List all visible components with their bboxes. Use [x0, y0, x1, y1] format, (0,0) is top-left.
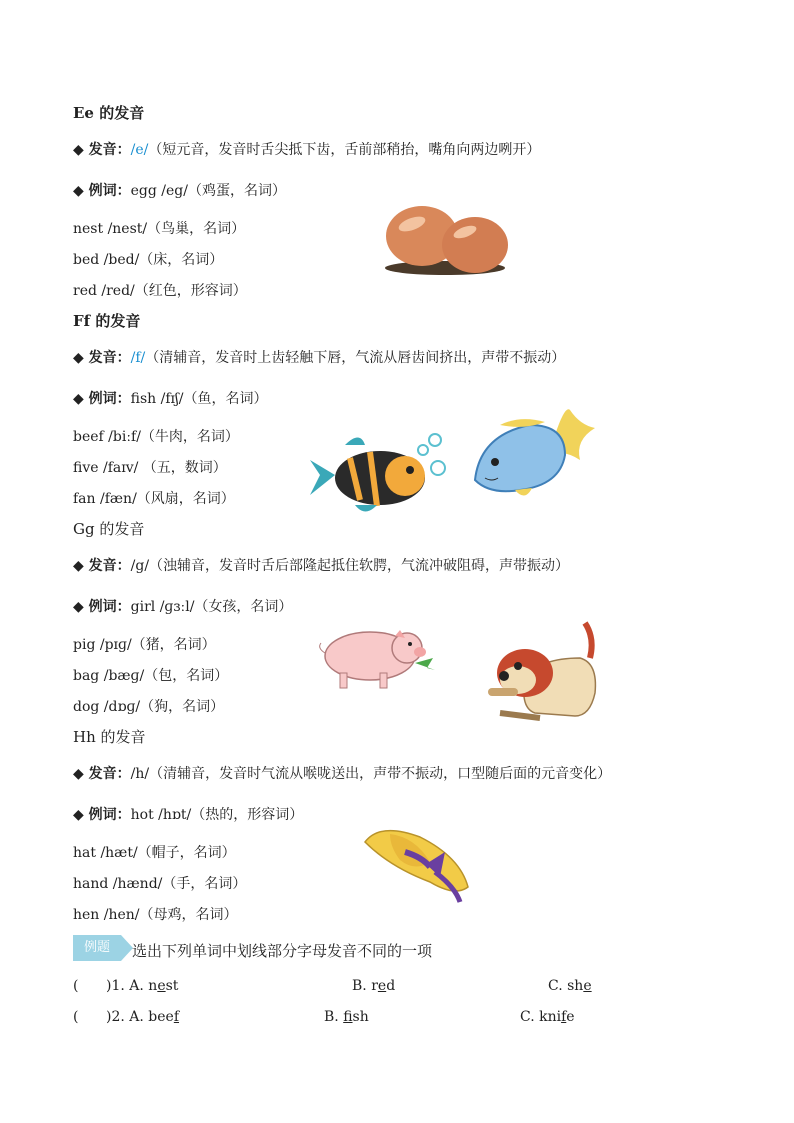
option-c[interactable]: C. knife [520, 1009, 575, 1025]
striped-fish-image [305, 420, 455, 520]
question-2-number [106, 1009, 179, 1025]
option-b[interactable]: B. red [352, 978, 396, 994]
pron-label: ◆ 发音： [73, 350, 131, 366]
section-title-e: Ee 的发音 [73, 104, 145, 122]
word-item: hen /hen/（母鸡，名词） [73, 907, 238, 923]
question-1-paren[interactable]: ( [73, 978, 79, 994]
pron-desc: （浊辅音，发音时舌后部隆起抵住软腭，气流冲破阻碍，声带振动） [149, 558, 570, 574]
example-label: ◆ 例词： [73, 183, 131, 199]
pron-line-e [73, 139, 540, 159]
pron-label: ◆ 发音： [73, 766, 131, 782]
pron-symbol: /h/ [130, 766, 150, 782]
example-label: ◆ 例词： [73, 807, 131, 823]
example-word: hot /hɒt/（热的，形容词） [130, 807, 304, 823]
example-label: ◆ 例词： [73, 599, 131, 615]
pig-image [315, 618, 440, 693]
pron-desc: （短元音，发音时舌尖抵下齿，舌前部稍抬，嘴角向两边咧开） [148, 142, 541, 158]
word-item: dog /dɒɡ/（狗，名词） [73, 699, 225, 715]
pron-label: ◆ 发音： [73, 142, 131, 158]
pron-label: ◆ 发音： [73, 558, 131, 574]
option-a[interactable]: A. nest [129, 978, 179, 994]
question-number: )2. [106, 1009, 125, 1025]
example-tag: 例题 [73, 935, 121, 961]
word-item: nest /nest/（鸟巢，名词） [73, 221, 246, 237]
example-word: fish /fɪʃ/（鱼，名词） [130, 391, 268, 407]
word-item: five /faɪv/ （五，数词） [73, 460, 227, 476]
pron-symbol: /g/ [130, 558, 150, 574]
pron-desc: （清辅音，发音时气流从喉咙送出，声带不振动，口型随后面的元音变化） [149, 766, 612, 782]
option-a[interactable]: A. beef [129, 1009, 180, 1025]
example-word: girl /ɡɜːl/（女孩，名词） [130, 599, 293, 615]
section-title-f: Ff 的发音 [73, 312, 141, 330]
example-word: egg /eg/（鸡蛋，名词） [130, 183, 286, 199]
question-number: )1. [106, 978, 125, 994]
section-title-h: Hh 的发音 [73, 728, 146, 746]
pron-desc: （清辅音，发音时上齿轻触下唇，气流从唇齿间挤出，声带不振动） [145, 350, 566, 366]
dog-image [480, 618, 605, 723]
example-line-g [73, 596, 292, 616]
section-title-g: Gg 的发音 [73, 520, 145, 538]
pron-line-g [73, 555, 569, 575]
word-item: beef /biːf/（牛肉，名词） [73, 429, 239, 445]
word-item: bag /bæɡ/（包，名词） [73, 668, 229, 684]
question-2-paren[interactable]: ( [73, 1009, 79, 1025]
pron-symbol: /e/ [130, 142, 149, 158]
exercise-instruction: 选出下列单词中划线部分字母发音不同的一项 [132, 942, 433, 960]
word-item: pig /pɪɡ/（猪，名词） [73, 637, 216, 653]
option-b[interactable]: B. fish [324, 1009, 369, 1025]
example-line-f [73, 388, 268, 408]
option-c[interactable]: C. she [548, 978, 592, 994]
word-item: bed /bed/（床，名词） [73, 252, 224, 268]
example-line-h [73, 804, 303, 824]
pron-line-f [73, 347, 565, 367]
word-item: fan /fæn/（风扇，名词） [73, 491, 235, 507]
example-line-e [73, 180, 286, 200]
hat-image [360, 822, 475, 912]
question-1-number [106, 978, 178, 994]
eggs-image [380, 200, 520, 280]
word-item: red /red/（红色，形容词） [73, 283, 247, 299]
example-label: ◆ 例词： [73, 391, 131, 407]
word-item: hand /hænd/（手，名词） [73, 876, 247, 892]
blue-fish-image [470, 400, 600, 505]
word-item: hat /hæt/（帽子，名词） [73, 845, 236, 861]
pron-symbol: /f/ [130, 350, 146, 366]
pron-line-h [73, 763, 611, 783]
